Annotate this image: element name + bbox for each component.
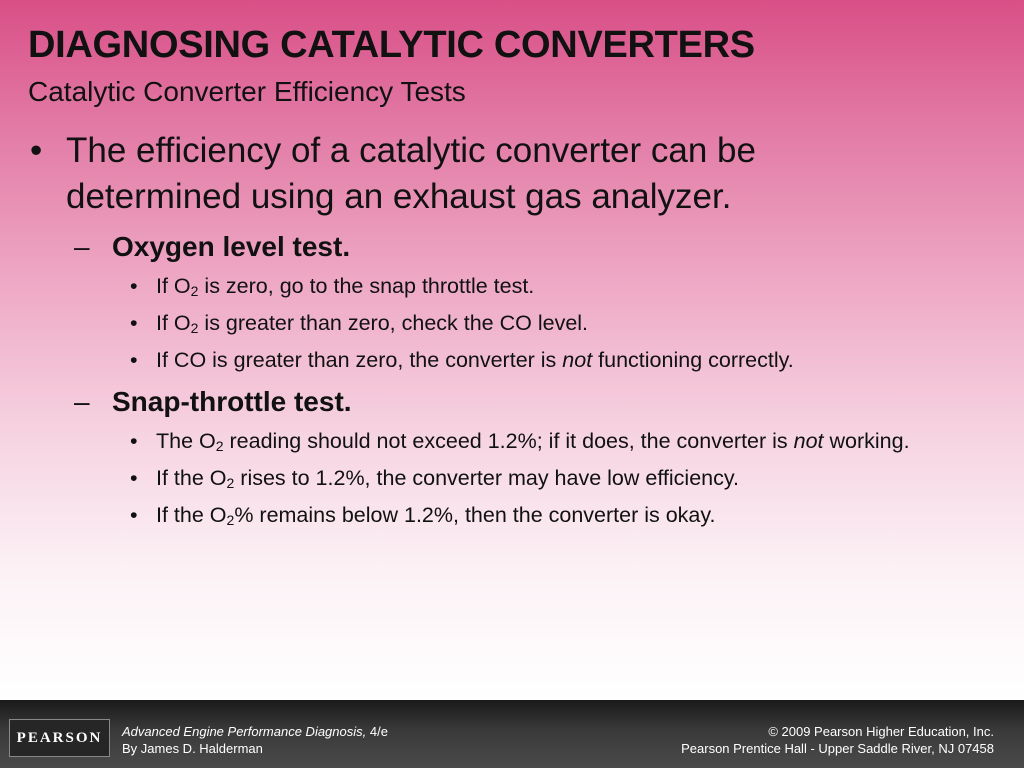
subscript: 2 <box>226 512 235 528</box>
slide-content <box>0 128 1000 530</box>
list-item: • If the $O_2$ rises to 1.2%, the converter may have low efficiency. <box>0 463 1000 493</box>
subscript: 2 <box>215 438 224 454</box>
snap-test-heading <box>0 385 1000 419</box>
book-edition: 4/e <box>366 724 388 739</box>
copyright: © 2009 Pearson Higher Education, Inc. <box>768 724 994 739</box>
footer-bar <box>0 700 1024 768</box>
pearson-logo: PEARSON <box>9 719 110 757</box>
main-bullet-line1: The efficiency of a catalytic converter can be <box>66 131 756 170</box>
slide-title: DIAGNOSING CATALYTIC CONVERTERS <box>28 24 755 66</box>
oxygen-test-heading <box>0 230 1000 264</box>
bullet-icon: • <box>30 131 43 170</box>
bullet-icon: • <box>130 348 138 372</box>
subscript: 2 <box>190 320 199 336</box>
emphasis: not <box>562 348 593 372</box>
list-item: • If the $O_2\%$ remains below 1.2%, then the converter is okay. <box>0 500 1000 530</box>
publisher-address: Pearson Prentice Hall - Upper Saddle River, NJ 07458 <box>681 741 994 756</box>
dash-icon: – <box>74 386 90 417</box>
dash-icon: – <box>74 231 90 262</box>
subscript: 2 <box>226 475 235 491</box>
book-author: By James D. Halderman <box>122 741 263 756</box>
slide-subtitle: Catalytic Converter Efficiency Tests <box>28 76 466 107</box>
bullet-icon: • <box>130 311 138 335</box>
main-bullet-line2: determined using an exhaust gas analyzer. <box>66 177 732 216</box>
list-item: • If CO is greater than zero, the converter is not functioning correctly. <box>0 345 1000 375</box>
oxygen-test-heading-text: Oxygen level test. <box>112 231 351 262</box>
list-item: • If $O_2$ is greater than zero, check the CO level. <box>0 308 1000 338</box>
publisher-info <box>681 723 994 757</box>
emphasis: not <box>793 429 824 453</box>
subscript: 2 <box>190 283 199 299</box>
bullet-icon: • <box>130 503 138 527</box>
list-item: • The $O_2$ reading should not exceed 1.2%; if it does, the converter is not working. <box>0 426 1000 456</box>
bullet-icon: • <box>130 429 138 453</box>
book-title: Advanced Engine Performance Diagnosis, <box>122 724 367 739</box>
book-info <box>122 723 388 757</box>
main-bullet <box>0 128 1000 220</box>
bullet-icon: • <box>130 274 138 298</box>
bullet-icon: • <box>130 466 138 490</box>
snap-test-heading-text: Snap-throttle test. <box>112 386 352 417</box>
list-item: • If $O_2$ is zero, go to the snap throttle test. <box>0 271 1000 301</box>
